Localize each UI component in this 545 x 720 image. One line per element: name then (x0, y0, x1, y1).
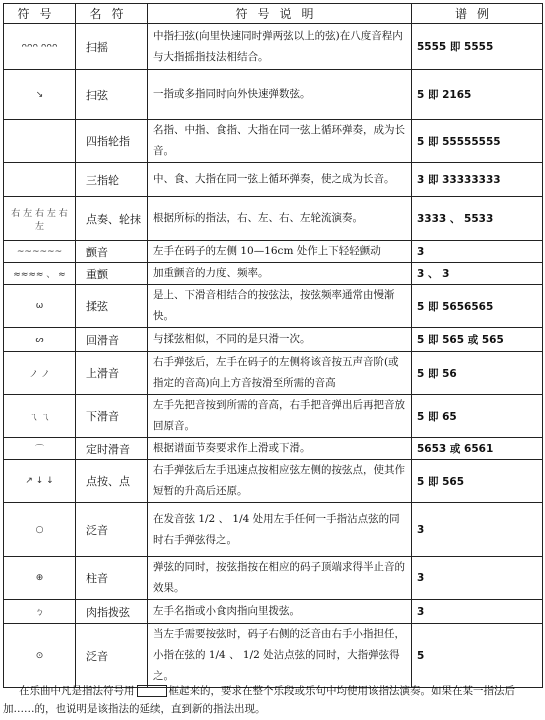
name-cell: 柱音 (76, 557, 148, 600)
table-row (4, 600, 543, 624)
footer-part1: 在乐曲中凡是指法符号用 (19, 685, 135, 697)
example-cell: 5 即 5656565 (412, 285, 543, 328)
header-desc: 符号说明 (148, 4, 412, 24)
name-cell: 四指轮指 (76, 120, 148, 163)
frame-box-icon (137, 685, 167, 697)
table-row (4, 503, 543, 557)
description-cell: 名指、中指、食指、大指在同一弦上循环弹奏，成为长音。 (148, 120, 412, 163)
example-cell: 5 即 56 (412, 352, 543, 395)
table-row (4, 70, 543, 120)
symbol-cell: ㄅ (4, 600, 76, 624)
name-cell: 上滑音 (76, 352, 148, 395)
table-row (4, 24, 543, 70)
example-cell: 5653 或 6561 (412, 438, 543, 460)
description-cell: 加重颤音的力度、频率。 (148, 263, 412, 285)
name-cell: 颤音 (76, 241, 148, 263)
name-cell: 揉弦 (76, 285, 148, 328)
header-symbol: 符号 (4, 4, 76, 24)
header-example: 谱例 (412, 4, 543, 24)
description-cell: 左手先把音按到所需的音高，右手把音弹出后再把音放回原音。 (148, 395, 412, 438)
description-cell: 中指扫弦(向里快速同时弹两弦以上的弦)在八度音程内与大指摇指技法相结合。 (148, 24, 412, 70)
table-row (4, 285, 543, 328)
symbol-cell: ノ ノ (4, 352, 76, 395)
symbol-cell: ↘ (4, 70, 76, 120)
example-cell: 3 (412, 503, 543, 557)
example-cell: 5 即 55555555 (412, 120, 543, 163)
footer-note (3, 682, 542, 718)
example-cell: 5555 即 5555 (412, 24, 543, 70)
symbol-cell: ⌒ (4, 438, 76, 460)
example-cell: 3 、 3 (412, 263, 543, 285)
name-cell: 点按、点 (76, 460, 148, 503)
symbol-cell: ○ (4, 503, 76, 557)
symbol-cell (4, 120, 76, 163)
symbol-cell: ω (4, 285, 76, 328)
table-row (4, 352, 543, 395)
name-cell: 泛音 (76, 503, 148, 557)
name-cell: 扫弦 (76, 70, 148, 120)
description-cell: 根据所标的指法，右、左、右、左轮流演奏。 (148, 197, 412, 241)
table-row (4, 328, 543, 352)
name-cell: 肉指拨弦 (76, 600, 148, 624)
header-name: 名符 (76, 4, 148, 24)
example-cell: 5 即 2165 (412, 70, 543, 120)
description-cell: 左手在码子的左侧 10—16cm 处作上下轻轻颤动 (148, 241, 412, 263)
table-row (4, 557, 543, 600)
fingering-table (3, 3, 543, 688)
description-cell: 当左手需要按弦时，码子右侧的泛音由右手小指担任，小指在弦的 1/4 、 1/2 处沾点弦的同时，大指弹弦得之。 (148, 624, 412, 688)
name-cell: 下滑音 (76, 395, 148, 438)
symbol-cell: ~~~~~~ (4, 241, 76, 263)
description-cell: 弹弦的同时，按弦指按在相应的码子顶端求得半止音的效果。 (148, 557, 412, 600)
table-row (4, 120, 543, 163)
name-cell: 回滑音 (76, 328, 148, 352)
symbol-cell: 右 左 右 左 右 左 (4, 197, 76, 241)
symbol-cell (4, 163, 76, 197)
table-row (4, 163, 543, 197)
example-cell: 3 (412, 600, 543, 624)
symbol-cell: ᔕ (4, 328, 76, 352)
table-row (4, 241, 543, 263)
example-cell: 3 (412, 241, 543, 263)
example-cell: 3 (412, 557, 543, 600)
symbol-cell: ⊙ (4, 624, 76, 688)
description-cell: 左手名指或小食肉指向里拨弦。 (148, 600, 412, 624)
header-row (4, 4, 543, 24)
example-cell: 5 即 565 (412, 460, 543, 503)
symbol-cell: ⊕ (4, 557, 76, 600)
name-cell: 扫摇 (76, 24, 148, 70)
table-row (4, 624, 543, 688)
footer-part2: 框起来的，要求在整个乐段或乐句中均使用该指法演奏。如果在某一指法后加……的，也说明是该指法的延续，直到新的指法出现。 (3, 685, 515, 715)
name-cell: 定时滑音 (76, 438, 148, 460)
example-cell: 5 (412, 624, 543, 688)
symbol-cell: ≈≈≈≈ 、 ≈ (4, 263, 76, 285)
name-cell: 三指轮 (76, 163, 148, 197)
description-cell: 中、食、大指在同一弦上循环弹奏，使之成为长音。 (148, 163, 412, 197)
table-row (4, 438, 543, 460)
description-cell: 一指或多指同时向外快速弹数弦。 (148, 70, 412, 120)
example-cell: 5 即 565 或 565 (412, 328, 543, 352)
description-cell: 与揉弦相似，不同的是只滑一次。 (148, 328, 412, 352)
symbol-cell: ᴖᴖᴖ ᴖᴖᴖ (4, 24, 76, 70)
symbol-cell: ㄟ ㄟ (4, 395, 76, 438)
name-cell: 重颤 (76, 263, 148, 285)
table-row (4, 263, 543, 285)
example-cell: 3333 、 5533 (412, 197, 543, 241)
name-cell: 泛音 (76, 624, 148, 688)
table-row (4, 395, 543, 438)
example-cell: 3 即 33333333 (412, 163, 543, 197)
example-cell: 5 即 65 (412, 395, 543, 438)
description-cell: 右手弹弦后左手迅速点按相应弦左侧的按弦点，使其作短暂的升高后还原。 (148, 460, 412, 503)
name-cell: 点奏、轮抹 (76, 197, 148, 241)
table-row (4, 197, 543, 241)
description-cell: 根据谱面节奏要求作上滑或下滑。 (148, 438, 412, 460)
description-cell: 在发音弦 1/2 、 1/4 处用左手任何一手指沾点弦的同时右手弹弦得之。 (148, 503, 412, 557)
symbol-cell: ↗ ↓ ↓ (4, 460, 76, 503)
table-row (4, 460, 543, 503)
description-cell: 是上、下滑音相结合的按弦法，按弦频率通常由慢渐快。 (148, 285, 412, 328)
description-cell: 右手弹弦后，左手在码子的左侧将该音按五声音阶(或指定的音高)向上方音按滑至所需的音高 (148, 352, 412, 395)
